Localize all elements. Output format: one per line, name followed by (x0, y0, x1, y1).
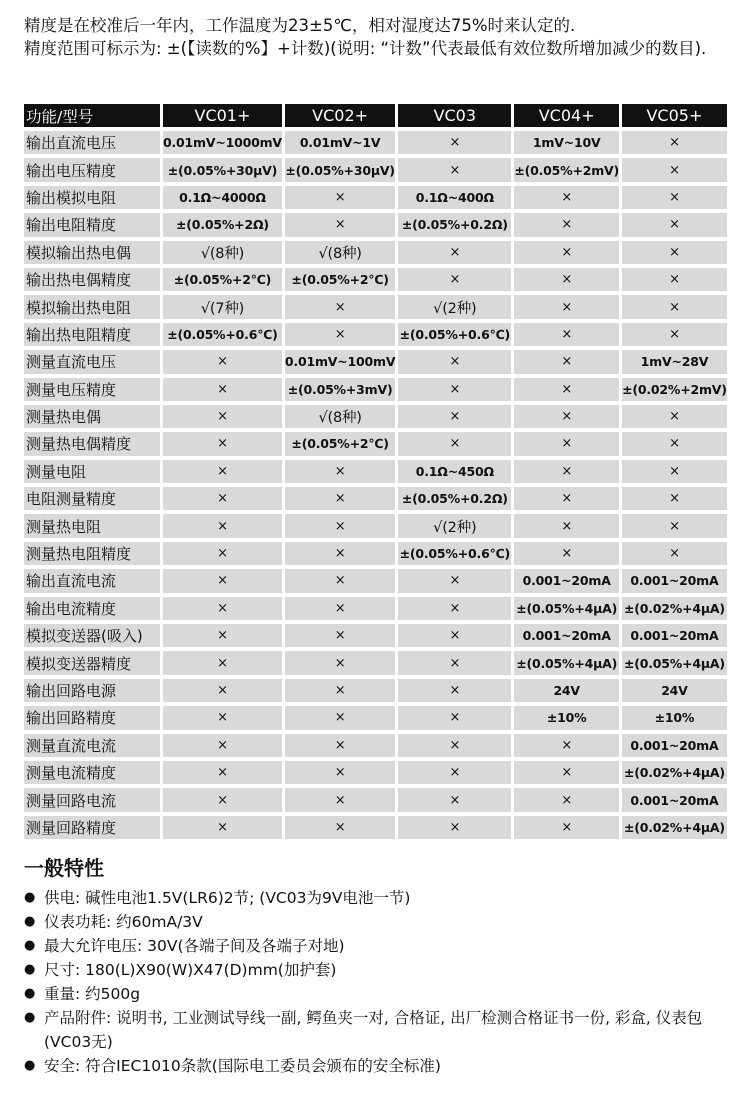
row-function-label: 模拟输出热电阻 (24, 295, 160, 322)
row-function-label: 测量热电偶精度 (24, 432, 160, 459)
spec-cell: 0.001~20mA (622, 788, 727, 815)
spec-cell: × (163, 788, 282, 815)
spec-cell: 0.001~20mA (622, 624, 727, 651)
spec-cell: × (622, 158, 727, 185)
spec-cell: ±(0.05%+2℃) (285, 432, 395, 459)
spec-cell: × (398, 268, 511, 295)
spec-cell: √(2种) (398, 295, 511, 322)
general-specs-title: 一般特性 (24, 856, 104, 880)
spec-cell: × (622, 432, 727, 459)
header-vc04: VC04+ (514, 104, 619, 131)
row-function-label: 模拟输出热电偶 (24, 241, 160, 268)
spec-cell: ±(0.05%+2℃) (285, 268, 395, 295)
spec-cell: × (622, 268, 727, 295)
spec-cell: ±10% (514, 706, 619, 733)
table-row (24, 542, 727, 569)
list-item (24, 910, 726, 934)
spec-cell: × (514, 788, 619, 815)
bullet-icon: ● (24, 1010, 36, 1025)
spec-cell: × (622, 405, 727, 432)
spec-cell: × (514, 405, 619, 432)
spec-cell: ±(0.02%+4μA) (622, 816, 727, 843)
spec-cell: ±(0.05%+4μA) (514, 651, 619, 678)
spec-cell: × (163, 569, 282, 596)
spec-cell: × (163, 706, 282, 733)
spec-cell: × (622, 487, 727, 514)
spec-cell: ±(0.05%+30μV) (163, 158, 282, 185)
spec-cell: × (285, 679, 395, 706)
spec-cell: 0.1Ω~450Ω (398, 460, 511, 487)
list-item-text: 仪表功耗: 约60mA/3V (44, 913, 203, 931)
spec-cell: × (285, 460, 395, 487)
spec-cell: × (514, 378, 619, 405)
spec-cell: × (398, 405, 511, 432)
spec-cell: ±(0.05%+0.6℃) (398, 542, 511, 569)
table-row (24, 651, 727, 678)
table-row (24, 487, 727, 514)
table-row (24, 706, 727, 733)
table-row (24, 788, 727, 815)
table-row (24, 679, 727, 706)
spec-cell: × (398, 788, 511, 815)
row-function-label: 测量热电阻精度 (24, 542, 160, 569)
intro-notes (24, 14, 726, 60)
spec-cell: × (398, 378, 511, 405)
spec-cell: × (514, 268, 619, 295)
spec-cell: × (285, 706, 395, 733)
spec-cell: 24V (622, 679, 727, 706)
spec-cell: × (514, 761, 619, 788)
spec-cell: × (622, 323, 727, 350)
spec-cell: × (398, 350, 511, 377)
row-function-label: 输出电阻精度 (24, 213, 160, 240)
bullet-icon: ● (24, 986, 36, 1001)
spec-cell: ±(0.05%+0.6℃) (163, 323, 282, 350)
spec-cell: × (398, 569, 511, 596)
spec-cell: ±(0.02%+4μA) (622, 597, 727, 624)
spec-table-header-row (24, 104, 727, 131)
list-item (24, 1054, 726, 1078)
row-function-label: 输出电压精度 (24, 158, 160, 185)
spec-cell: ±(0.05%+2mV) (514, 158, 619, 185)
table-row (24, 816, 727, 843)
spec-cell: × (398, 706, 511, 733)
intro-range-note: 精度范围可标示为: ±(【读数的%】+计数)(说明: “计数”代表最低有效位数所增加减少的数目). (24, 39, 707, 58)
spec-cell: × (163, 679, 282, 706)
spec-cell: × (622, 213, 727, 240)
spec-cell: ±(0.05%+0.2Ω) (398, 487, 511, 514)
spec-cell: × (163, 378, 282, 405)
table-row (24, 569, 727, 596)
spec-cell: × (163, 651, 282, 678)
spec-cell: × (285, 542, 395, 569)
spec-cell: 0.01mV~100mV (285, 350, 395, 377)
spec-cell: 0.1Ω~400Ω (398, 186, 511, 213)
spec-cell: × (398, 816, 511, 843)
table-row (24, 268, 727, 295)
spec-cell: √(8种) (285, 241, 395, 268)
spec-cell: ±(0.05%+2℃) (163, 268, 282, 295)
table-row (24, 350, 727, 377)
bullet-icon: ● (24, 890, 36, 905)
spec-cell: × (398, 432, 511, 459)
spec-cell: 0.001~20mA (622, 734, 727, 761)
spec-cell: × (514, 295, 619, 322)
spec-cell: × (163, 734, 282, 761)
list-item-text: 重量: 约500g (44, 985, 141, 1003)
table-row (24, 295, 727, 322)
bullet-icon: ● (24, 962, 36, 977)
spec-cell: 1mV~28V (622, 350, 727, 377)
spec-cell: × (163, 542, 282, 569)
table-row (24, 624, 727, 651)
spec-cell: × (285, 323, 395, 350)
list-item-text: 最大允许电压: 30V(各端子间及各端子对地) (44, 937, 345, 955)
table-row (24, 158, 727, 185)
spec-cell: ±(0.05%+2Ω) (163, 213, 282, 240)
row-function-label: 输出热电偶精度 (24, 268, 160, 295)
spec-cell: × (622, 295, 727, 322)
header-vc05: VC05+ (622, 104, 727, 131)
general-specs-list (24, 886, 726, 1078)
spec-cell: 0.1Ω~4000Ω (163, 186, 282, 213)
spec-cell: ±(0.05%+4μA) (622, 651, 727, 678)
spec-cell: √(2种) (398, 514, 511, 541)
table-row (24, 213, 727, 240)
row-function-label: 测量电阻 (24, 460, 160, 487)
table-row (24, 597, 727, 624)
table-row (24, 432, 727, 459)
row-function-label: 测量回路电流 (24, 788, 160, 815)
spec-cell: 0.01mV~1000mV (163, 131, 282, 158)
spec-cell: ±(0.02%+4μA) (622, 761, 727, 788)
spec-cell: ±(0.05%+30μV) (285, 158, 395, 185)
spec-cell: ±(0.05%+3mV) (285, 378, 395, 405)
table-row (24, 734, 727, 761)
spec-cell: × (163, 624, 282, 651)
spec-cell: × (163, 514, 282, 541)
spec-cell: × (285, 597, 395, 624)
spec-cell: × (163, 487, 282, 514)
spec-cell: × (622, 542, 727, 569)
spec-cell: × (514, 487, 619, 514)
row-function-label: 输出直流电压 (24, 131, 160, 158)
spec-cell: × (285, 788, 395, 815)
list-item (24, 1006, 726, 1054)
spec-cell: × (514, 350, 619, 377)
spec-cell: × (514, 323, 619, 350)
table-row (24, 514, 727, 541)
spec-cell: 1mV~10V (514, 131, 619, 158)
spec-cell: × (163, 816, 282, 843)
table-row (24, 241, 727, 268)
table-row (24, 186, 727, 213)
table-row (24, 131, 727, 158)
spec-cell: ±(0.05%+0.6℃) (398, 323, 511, 350)
spec-table (21, 104, 730, 843)
spec-cell: × (622, 186, 727, 213)
spec-cell: × (514, 213, 619, 240)
spec-cell: × (163, 597, 282, 624)
row-function-label: 测量回路精度 (24, 816, 160, 843)
spec-cell: √(8种) (285, 405, 395, 432)
list-item (24, 886, 726, 910)
spec-cell: × (285, 624, 395, 651)
row-function-label: 输出回路精度 (24, 706, 160, 733)
list-item-text: 供电: 碱性电池1.5V(LR6)2节; (VC03为9V电池一节) (44, 889, 411, 907)
bullet-icon: ● (24, 914, 36, 929)
spec-cell: × (514, 542, 619, 569)
spec-cell: × (622, 131, 727, 158)
spec-cell: ±(0.05%+0.2Ω) (398, 213, 511, 240)
list-item-text: 安全: 符合IEC1010条款(国际电工委员会颁布的安全标准) (44, 1057, 441, 1075)
spec-cell: × (163, 405, 282, 432)
spec-cell: √(8种) (163, 241, 282, 268)
row-function-label: 输出电流精度 (24, 597, 160, 624)
row-function-label: 测量电压精度 (24, 378, 160, 405)
table-row (24, 378, 727, 405)
spec-cell: × (285, 734, 395, 761)
spec-cell: × (285, 761, 395, 788)
header-function-model: 功能/型号 (24, 104, 160, 131)
spec-cell: × (398, 761, 511, 788)
row-function-label: 输出直流电流 (24, 569, 160, 596)
spec-cell: × (514, 460, 619, 487)
row-function-label: 输出回路电源 (24, 679, 160, 706)
table-row (24, 323, 727, 350)
bullet-icon: ● (24, 938, 36, 953)
spec-cell: ±(0.05%+4μA) (514, 597, 619, 624)
spec-cell: × (285, 487, 395, 514)
spec-cell: × (163, 460, 282, 487)
spec-cell: × (398, 597, 511, 624)
row-function-label: 测量直流电压 (24, 350, 160, 377)
bullet-icon: ● (24, 1058, 36, 1073)
spec-cell: × (514, 734, 619, 761)
spec-cell: 0.001~20mA (514, 624, 619, 651)
spec-cell: × (514, 186, 619, 213)
spec-cell: × (398, 651, 511, 678)
spec-cell: × (285, 514, 395, 541)
spec-cell: × (398, 734, 511, 761)
table-row (24, 761, 727, 788)
intro-accuracy-note: 精度是在校准后一年内，工作温度为23±5℃，相对湿度达75%时来认定的. (24, 16, 576, 35)
table-row (24, 460, 727, 487)
spec-cell: × (398, 158, 511, 185)
spec-cell: 0.001~20mA (514, 569, 619, 596)
row-function-label: 输出热电阻精度 (24, 323, 160, 350)
spec-cell: × (514, 816, 619, 843)
spec-cell: × (285, 651, 395, 678)
spec-cell: × (163, 761, 282, 788)
spec-cell: × (622, 241, 727, 268)
row-function-label: 模拟变送器精度 (24, 651, 160, 678)
spec-cell: × (163, 350, 282, 377)
spec-cell: × (398, 241, 511, 268)
row-function-label: 模拟变送器(吸入) (24, 624, 160, 651)
header-vc02: VC02+ (285, 104, 395, 131)
spec-cell: × (285, 186, 395, 213)
spec-cell: 24V (514, 679, 619, 706)
spec-cell: ±(0.02%+2mV) (622, 378, 727, 405)
row-function-label: 输出模拟电阻 (24, 186, 160, 213)
row-function-label: 测量热电偶 (24, 405, 160, 432)
spec-cell: × (398, 679, 511, 706)
table-row (24, 405, 727, 432)
spec-cell: × (514, 514, 619, 541)
spec-cell: × (398, 131, 511, 158)
spec-cell: 0.01mV~1V (285, 131, 395, 158)
spec-cell: ±10% (622, 706, 727, 733)
row-function-label: 测量热电阻 (24, 514, 160, 541)
spec-cell: × (285, 816, 395, 843)
spec-cell: × (285, 213, 395, 240)
spec-cell: × (398, 624, 511, 651)
spec-cell: × (285, 295, 395, 322)
spec-cell: × (285, 569, 395, 596)
list-item-text: 尺寸: 180(L)X90(W)X47(D)mm(加护套) (44, 961, 337, 979)
row-function-label: 测量直流电流 (24, 734, 160, 761)
spec-cell: × (163, 432, 282, 459)
spec-cell: × (514, 241, 619, 268)
list-item-text: 产品附件: 说明书, 工业测试导线一副, 鳄鱼夹一对, 合格证, 出厂检测合格证书一份, 彩盒, 仪表包(VC03无) (44, 1009, 703, 1051)
spec-cell: √(7种) (163, 295, 282, 322)
list-item (24, 982, 726, 1006)
list-item (24, 934, 726, 958)
spec-cell: 0.001~20mA (622, 569, 727, 596)
spec-cell: × (514, 432, 619, 459)
header-vc03: VC03 (398, 104, 511, 131)
spec-cell: × (622, 514, 727, 541)
list-item (24, 958, 726, 982)
row-function-label: 测量电流精度 (24, 761, 160, 788)
spec-cell: × (622, 460, 727, 487)
spec-table-body (24, 131, 727, 843)
row-function-label: 电阻测量精度 (24, 487, 160, 514)
header-vc01: VC01+ (163, 104, 282, 131)
